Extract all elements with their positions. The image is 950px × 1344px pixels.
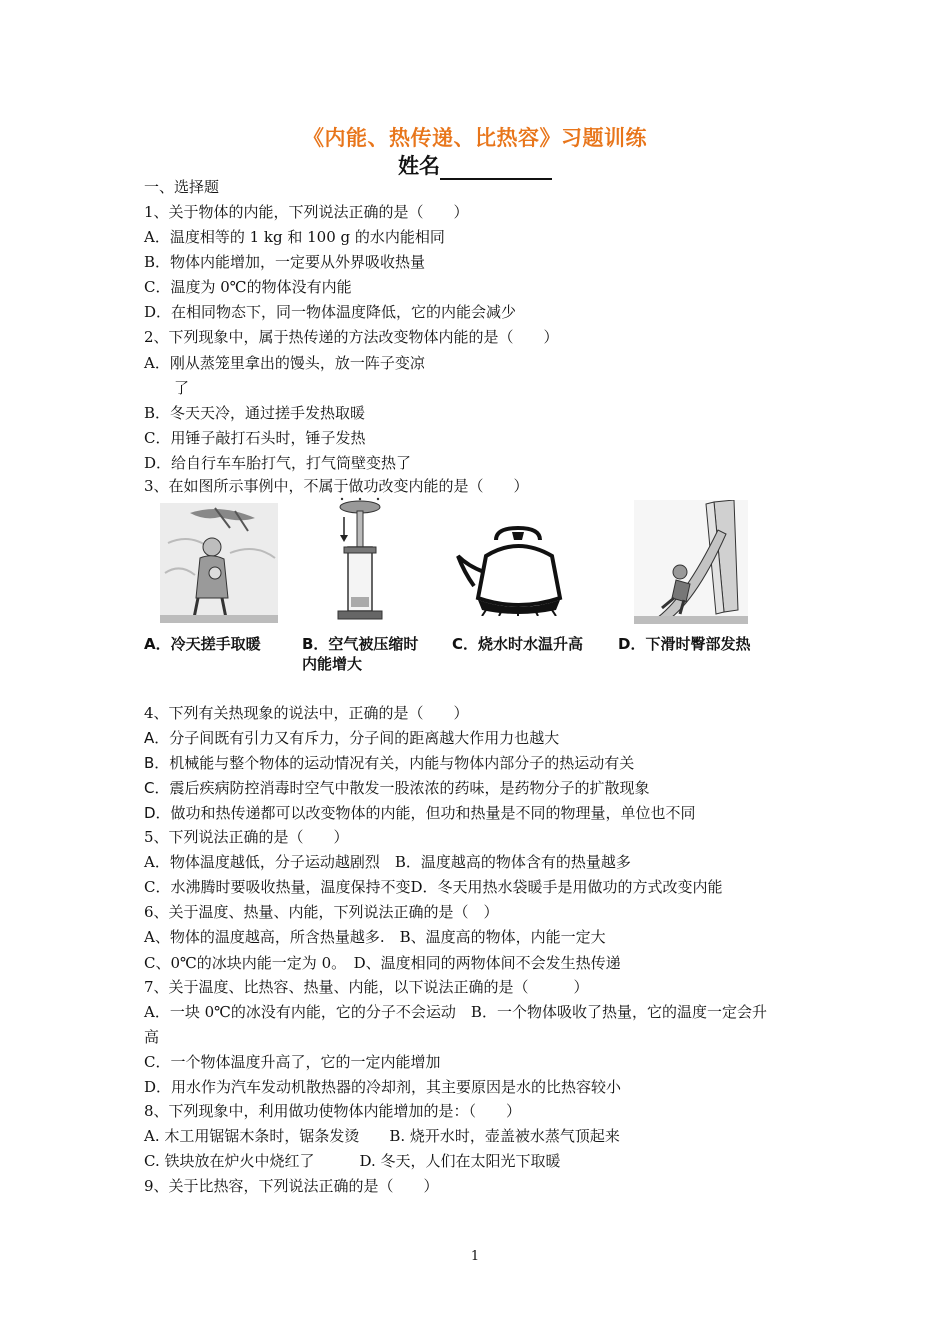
q7-option-d: D．用水作为汽车发动机散热器的冷却剂，其主要原因是水的比热容较小: [144, 1078, 622, 1096]
q6-options-cd: C、0℃的冰块内能一定为 0。 D、温度相同的两物体间不会发生热传递: [144, 954, 621, 972]
q8-options-cd: C. 铁块放在炉火中烧红了 D. 冬天，人们在太阳光下取暖: [144, 1152, 561, 1170]
name-field: [398, 150, 552, 180]
cold-hands-illustration: [160, 503, 278, 623]
q1-option-c: C．温度为 0℃的物体没有内能: [144, 278, 352, 296]
name-label: 姓名: [398, 154, 440, 178]
q6-stem: 6、关于温度、热量、内能，下列说法正确的是（ ）: [144, 903, 499, 921]
q2-option-b: B．冬天天冷，通过搓手发热取暖: [144, 404, 366, 422]
q3-caption-b-cont: 内能增大: [302, 655, 363, 673]
q2-option-d: D．给自行车车胎打气，打气筒壁变热了: [144, 454, 412, 472]
q3-caption-c: C．烧水时水温升高: [452, 635, 584, 653]
q4-option-b: B．机械能与整个物体的运动情况有关，内能与物体内部分子的热运动有关: [144, 754, 635, 772]
page-title: 《内能、热传递、比热容》习题训练: [303, 126, 647, 150]
q1-option-d: D．在相同物态下，同一物体温度降低，它的内能会减少: [144, 303, 517, 321]
q2-option-c: C．用锤子敲打石头时，锤子发热: [144, 429, 366, 447]
q7-option-c: C．一个物体温度升高了，它的一定内能增加: [144, 1053, 441, 1071]
q1-option-b: B．物体内能增加，一定要从外界吸收热量: [144, 253, 426, 271]
q2-stem: 2、下列现象中，属于热传递的方法改变物体内能的是（ ）: [144, 328, 559, 346]
q4-option-d: D．做功和热传递都可以改变物体的内能，但功和热量是不同的物理量，单位也不同: [144, 804, 696, 822]
slide-illustration: [634, 500, 748, 624]
section-heading: 一、选择题: [144, 178, 220, 196]
name-blank[interactable]: [440, 158, 552, 180]
q7-stem: 7、关于温度、比热容、热量、内能，以下说法正确的是（ ）: [144, 978, 589, 996]
q5-stem: 5、下列说法正确的是（ ）: [144, 828, 349, 846]
q1-option-a: A．温度相等的 1 kg 和 100 g 的水内能相同: [144, 228, 445, 246]
q3-caption-a: A．冷天搓手取暖: [144, 635, 261, 653]
q4-option-a: A．分子间既有引力又有斥力，分子间的距离越大作用力也越大: [144, 729, 560, 747]
q1-stem: 1、关于物体的内能，下列说法正确的是（ ）: [144, 203, 469, 221]
page-number: 1: [470, 1249, 480, 1264]
q2-option-a-cont: 了: [174, 379, 190, 397]
q7-options-ab-cont: 高: [144, 1028, 160, 1046]
q9-stem: 9、关于比热容，下列说法正确的是（ ）: [144, 1177, 439, 1195]
q4-stem: 4、下列有关热现象的说法中，正确的是（ ）: [144, 704, 469, 722]
air-compression-illustration: [330, 497, 390, 623]
q6-options-ab: A、物体的温度越高，所含热量越多. B、温度高的物体，内能一定大: [144, 928, 606, 946]
q3-caption-b: B．空气被压缩时: [302, 635, 419, 653]
q5-options-cd: C．水沸腾时要吸收热量，温度保持不变D．冬天用热水袋暖手是用做功的方式改变内能: [144, 878, 723, 896]
q7-options-ab: A．一块 0℃的冰没有内能，它的分子不会运动 B．一个物体吸收了热量，它的温度一定会升: [144, 1003, 767, 1021]
q3-caption-d: D．下滑时臀部发热: [618, 635, 751, 653]
q8-options-ab: A. 木工用锯锯木条时，锯条发烫 B. 烧开水时，壶盖被水蒸气顶起来: [144, 1127, 620, 1145]
q3-stem: 3、在如图所示事例中，不属于做功改变内能的是（ ）: [144, 477, 529, 495]
q4-option-c: C．震后疾病防控消毒时空气中散发一股浓浓的药味，是药物分子的扩散现象: [144, 779, 650, 797]
q8-stem: 8、下列现象中，利用做功使物体内能增加的是：（ ）: [144, 1102, 522, 1120]
kettle-illustration: [456, 526, 574, 616]
q2-option-a: A．刚从蒸笼里拿出的馒头，放一阵子变凉: [144, 354, 425, 372]
q5-options-ab: A．物体温度越低，分子运动越剧烈 B．温度越高的物体含有的热量越多: [144, 853, 631, 871]
